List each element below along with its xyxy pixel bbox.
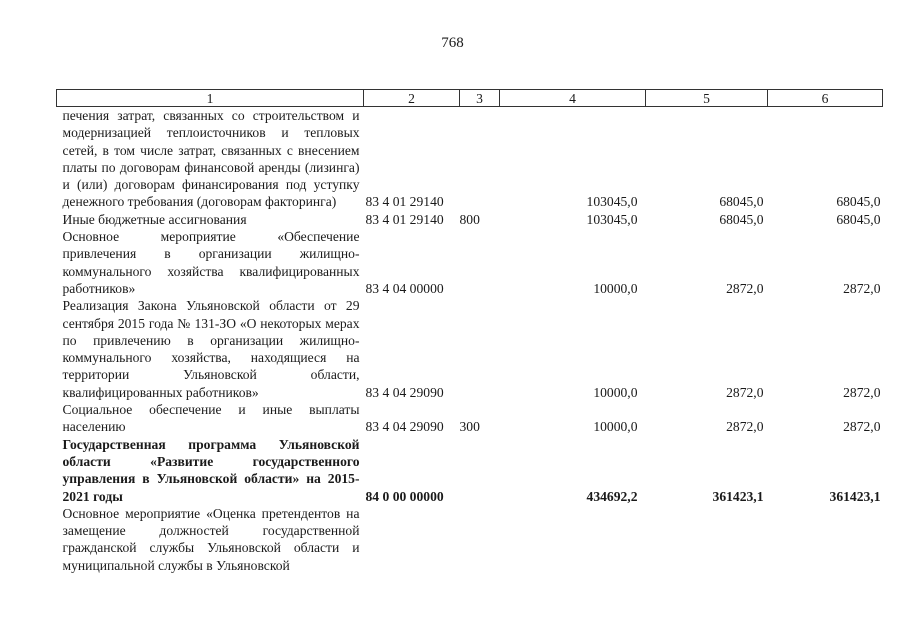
header-col-6: 6: [768, 90, 883, 107]
row-amount-col5: [646, 505, 768, 574]
table-header-row: [57, 90, 883, 107]
row-expense-type: [460, 228, 500, 297]
header-col-1: 1: [57, 90, 364, 107]
row-target-code: 84 0 00 00000: [365, 488, 444, 504]
table-row: [57, 228, 883, 297]
row-target-code: [364, 505, 460, 574]
row-name: Реализация Закона Ульяновской области от 29 сентября 2015 года № 131-ЗО «О некоторых мерах по привлечению в организации жилищно-коммунального хозяйства, находящиеся на территории Ульяновской области, квалифицированных работников»: [62, 298, 360, 400]
table-row: [57, 401, 883, 436]
row-amount-col5: 2872,0: [726, 384, 764, 400]
row-amount-col6: 2872,0: [843, 280, 881, 296]
row-name: Государственная программа Ульяновской области «Развитие государственного управления в Ульяновской области» на 2015-2021 годы: [62, 436, 360, 504]
header-col-5: 5: [646, 90, 768, 107]
row-name: Социальное обеспечение и иные выплаты населению: [62, 402, 360, 435]
header-col-4: 4: [500, 90, 646, 107]
row-name: печения затрат, связанных со строительством и модернизацией теплоисточников и тепловых сетей, в том числе затрат, связанных с внесением платы по договорам финансовой аренды (лизинга) и (или) договорам финансирования под уступку денежного требования (договорам факторинга): [62, 108, 360, 210]
row-amount-col4: 103045,0: [586, 211, 638, 227]
row-target-code: 83 4 04 00000: [365, 280, 444, 296]
row-amount-col6: 68045,0: [836, 194, 881, 210]
table-row: [57, 107, 883, 211]
row-name: Основное мероприятие «Оценка претендентов на замещение должностей государственной гражданской службы Ульяновской области и муниципальной службы в Ульяновской: [62, 505, 360, 573]
row-target-code: 83 4 04 29090: [365, 419, 444, 435]
row-expense-type: [460, 505, 500, 574]
row-expense-type: [460, 107, 500, 211]
row-amount-col5: 68045,0: [719, 211, 764, 227]
row-expense-type: [460, 436, 500, 505]
row-amount-col5: 361423,1: [712, 488, 764, 504]
row-amount-col5: 2872,0: [726, 280, 764, 296]
header-col-2: 2: [364, 90, 460, 107]
header-col-3: 3: [460, 90, 500, 107]
row-amount-col4: 10000,0: [593, 419, 638, 435]
row-amount-col5: 68045,0: [719, 194, 764, 210]
budget-table: [56, 89, 883, 574]
row-amount-col5: 2872,0: [726, 419, 764, 435]
row-expense-type: [460, 297, 500, 401]
row-expense-type: 300: [459, 419, 480, 435]
row-amount-col4: 103045,0: [586, 194, 638, 210]
row-amount-col6: 2872,0: [843, 419, 881, 435]
row-amount-col6: 2872,0: [843, 384, 881, 400]
row-amount-col4: 10000,0: [593, 280, 638, 296]
table-row: [57, 505, 883, 574]
row-name: Иные бюджетные ассигнования: [62, 211, 247, 227]
row-name: Основное мероприятие «Обеспечение привлечения в организации жилищно-коммунального хозяйства квалифицированных работников»: [62, 229, 360, 296]
row-amount-col4: 10000,0: [593, 384, 638, 400]
row-amount-col6: [768, 505, 883, 574]
row-amount-col4: 434692,2: [586, 488, 638, 504]
row-amount-col6: 361423,1: [829, 488, 881, 504]
row-amount-col4: [500, 505, 646, 574]
table-row: [57, 211, 883, 228]
table-row: [57, 436, 883, 505]
row-target-code: 83 4 01 29140: [365, 194, 444, 210]
row-expense-type: 800: [459, 211, 480, 227]
table-row: [57, 297, 883, 401]
row-target-code: 83 4 04 29090: [365, 384, 444, 400]
row-target-code: 83 4 01 29140: [365, 211, 444, 227]
row-amount-col6: 68045,0: [836, 211, 881, 227]
page-number: 768: [441, 35, 464, 51]
